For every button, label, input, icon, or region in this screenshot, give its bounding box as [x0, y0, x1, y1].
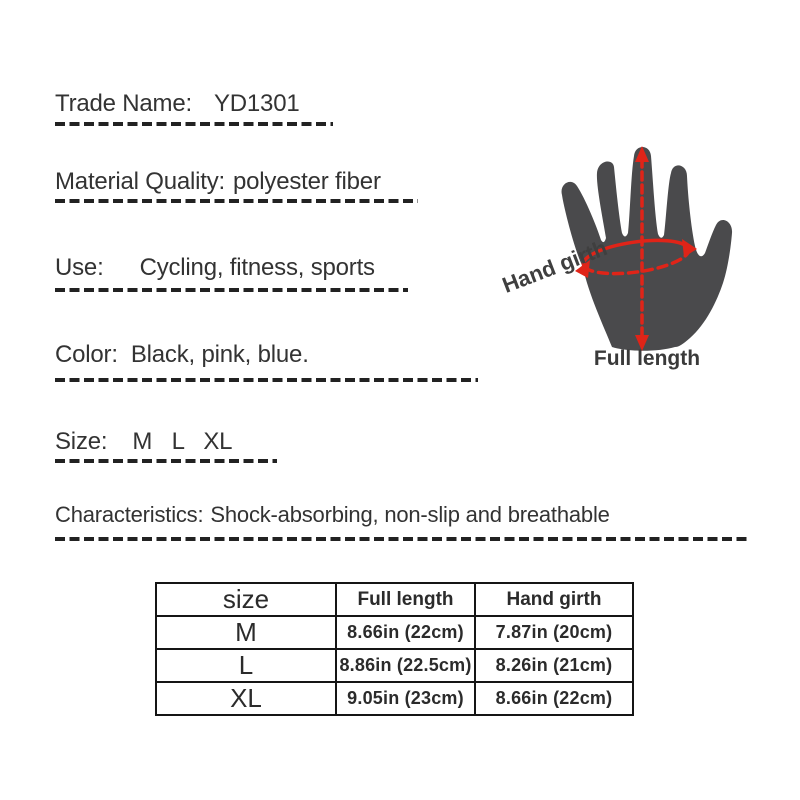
- table-row-m: [156, 616, 633, 649]
- spec-row-material: [55, 168, 381, 196]
- table-cell-size-xl: XL: [156, 682, 336, 715]
- spec-label-use: Use:: [55, 254, 104, 281]
- table-cell-full-length-xl: 9.05in (23cm): [336, 682, 475, 715]
- table-header-hand-girth: Hand girth: [475, 583, 633, 616]
- hand-girth-label: Hand girth: [498, 235, 611, 298]
- table-row-l: [156, 649, 633, 682]
- spec-label-material: Material Quality:: [55, 168, 225, 195]
- table-cell-size-m: M: [156, 616, 336, 649]
- spec-label-trade-name: Trade Name:: [55, 90, 192, 117]
- size-table-header-row: [156, 583, 633, 616]
- dashed-underline-use: [55, 288, 408, 292]
- spec-row-color: [55, 341, 309, 369]
- table-cell-full-length-l: 8.86in (22.5cm): [336, 649, 475, 682]
- table-cell-hand-girth-l: 8.26in (21cm): [475, 649, 633, 682]
- dashed-underline-trade-name: [55, 122, 333, 126]
- glove-measurement-diagram: [500, 135, 770, 385]
- table-cell-hand-girth-m: 7.87in (20cm): [475, 616, 633, 649]
- spec-row-size: [55, 428, 232, 456]
- table-cell-size-l: L: [156, 649, 336, 682]
- spec-value-trade-name: YD1301: [213, 90, 300, 117]
- spec-label-characteristics: Characteristics:: [55, 502, 204, 527]
- table-header-full-length: Full length: [336, 583, 475, 616]
- spec-value-characteristics: Shock-absorbing, non-slip and breathable: [210, 502, 610, 527]
- spec-value-use: Cycling, fitness, sports: [139, 254, 375, 281]
- table-cell-hand-girth-xl: 8.66in (22cm): [475, 682, 633, 715]
- spec-label-color: Color:: [55, 341, 118, 368]
- size-table: [155, 582, 634, 716]
- spec-value-size: M L XL: [132, 428, 233, 455]
- spec-value-color: Black, pink, blue.: [130, 341, 309, 368]
- dashed-underline-size: [55, 459, 277, 463]
- spec-value-material: polyester fiber: [233, 168, 381, 195]
- spec-row-use: [55, 254, 375, 282]
- full-length-label: Full length: [593, 347, 701, 370]
- spec-label-size: Size:: [55, 428, 108, 455]
- table-header-size: size: [156, 583, 336, 616]
- spec-row-trade-name: [55, 90, 300, 118]
- table-row-xl: [156, 682, 633, 715]
- table-cell-full-length-m: 8.66in (22cm): [336, 616, 475, 649]
- dashed-underline-color: [55, 378, 478, 382]
- spec-row-characteristics: [55, 502, 610, 528]
- dashed-underline-material: [55, 199, 418, 203]
- dashed-underline-characteristics: [55, 537, 748, 541]
